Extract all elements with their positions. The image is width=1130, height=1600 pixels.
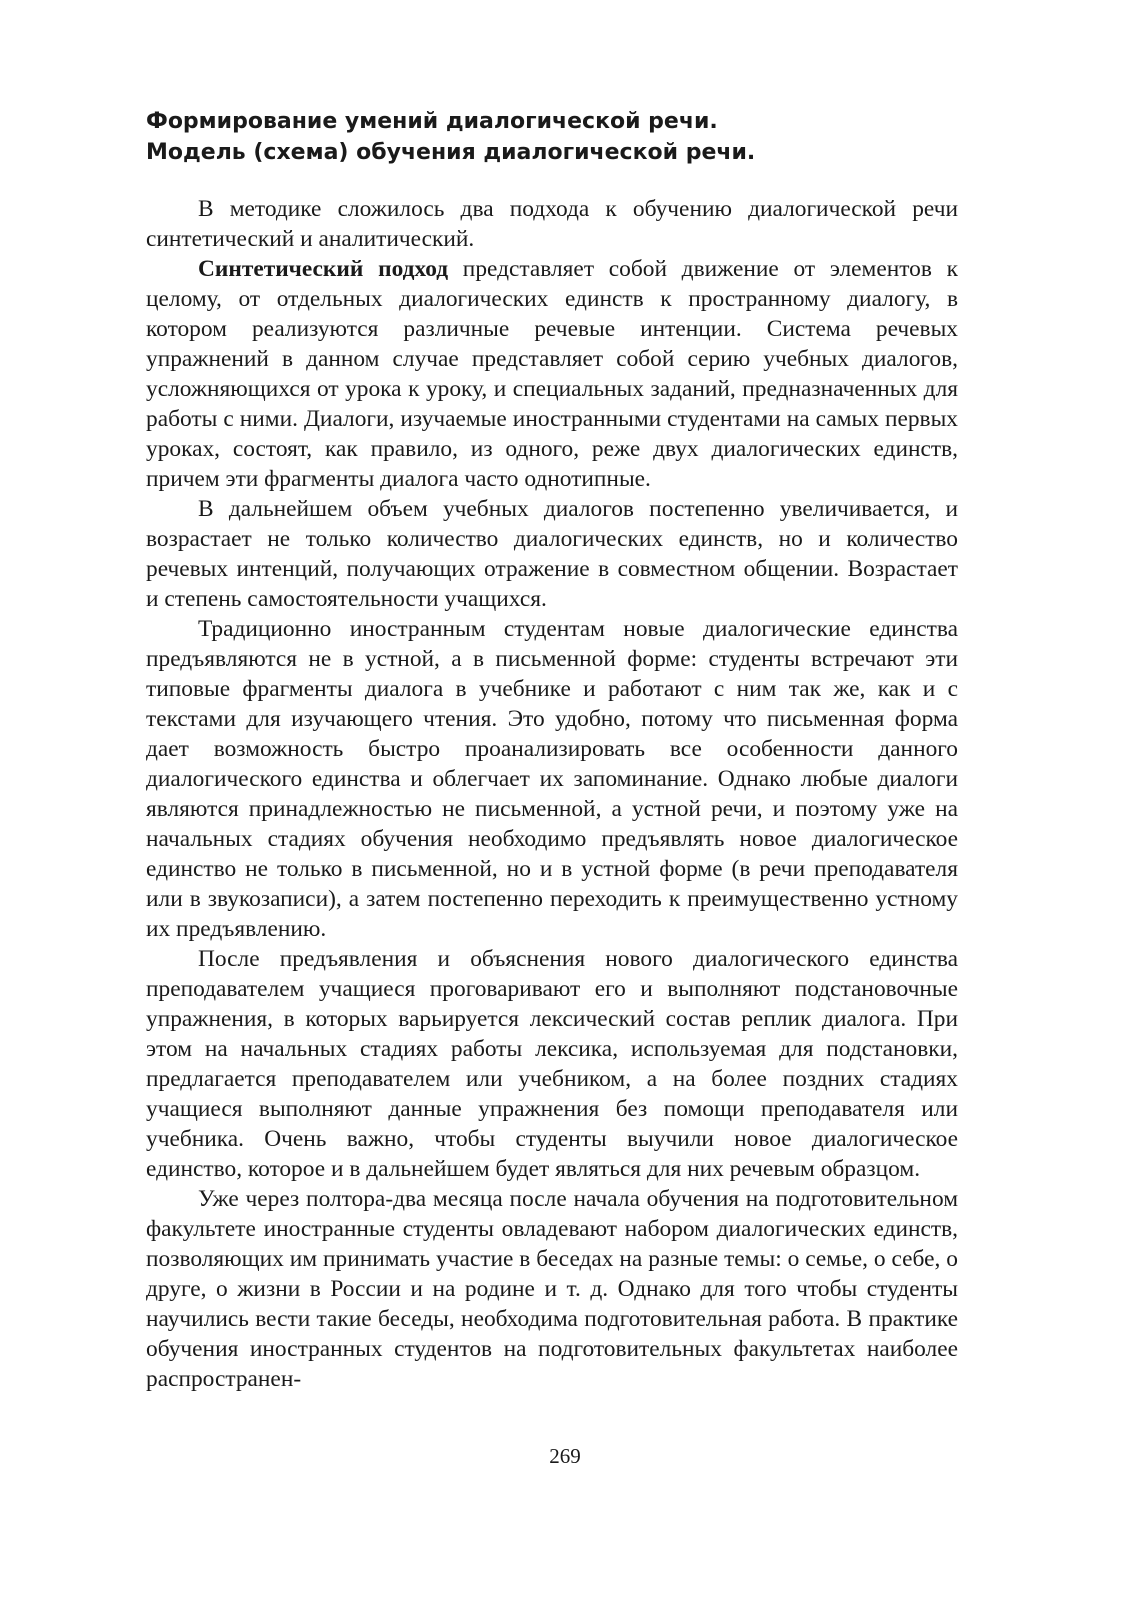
paragraph-text: Уже через полтора-два месяца после начала обучения на подготовительном факультете иностранные студенты овладевают набором диалогических единств, позволяющих им принимать участие в беседах на разные темы: о семье, о себе, о друге, о жизни в России и на родине и т. д. Однако для того чтобы студенты научились вести такие беседы, необходима подготовительная работа. В практике обучения иностранных студентов на подготовительных факультетах наиболее распространен- xyxy=(146,1186,958,1392)
paragraph-4 xyxy=(146,614,958,944)
paragraph-text: В дальнейшем объем учебных диалогов постепенно увеличивается, и возрастает не только количество диалогических единств, но и количество речевых интенций, получающих отражение в совместном общении. Возрастает и степень самостоятельности учащихся. xyxy=(146,496,958,612)
paragraph-text: В методике сложилось два подхода к обучению диалогической речи синтетический и аналитический. xyxy=(146,196,958,252)
heading-line-2: Модель (схема) обучения диалогической речи. xyxy=(146,140,756,165)
heading-line-1: Формирование умений диалогической речи. xyxy=(146,109,718,134)
page-number: 269 xyxy=(549,1444,581,1468)
paragraph-5 xyxy=(146,944,958,1184)
paragraph-bold-lead: Синтетический подход xyxy=(198,256,449,282)
paragraph-6 xyxy=(146,1184,958,1394)
paragraph-1 xyxy=(146,194,958,254)
body-text xyxy=(146,194,958,1394)
paragraph-text: Традиционно иностранным студентам новые диалогические единства предъявляются не в устной, а в письменной форме: студенты встречают эти типовые фрагменты диалога в учебнике и работают с ним так же, как и с текстами для изучающего чтения. Это удобно, потому что письменная форма дает возможность быстро проанализировать все особенности данного диалогического единства и облегчает их запоминание. Однако любые диалоги являются принадлежностью не письменной, а устной речи, и поэтому уже на начальных стадиях обучения необходимо предъявлять новое диалогическое единство не только в письменной, но и в устной форме (в речи преподавателя или в звукозаписи), а затем постепенно переходить к преимущественно устному их предъявлению. xyxy=(146,616,958,942)
paragraph-text: После предъявления и объяснения нового диалогического единства преподавателем учащиеся проговаривают его и выполняют подстановочные упражнения, в которых варьируется лексический состав реплик диалога. При этом на начальных стадиях работы лексика, используемая для подстановки, предлагается преподавателем или учебником, а на более поздних стадиях учащиеся выполняют данные упражнения без помощи преподавателя или учебника. Очень важно, чтобы студенты выучили новое диалогическое единство, которое и в дальнейшем будет являться для них речевым образцом. xyxy=(146,946,958,1182)
paragraph-3 xyxy=(146,494,958,614)
section-heading xyxy=(146,106,986,168)
paragraph-2 xyxy=(146,254,958,494)
paragraph-text: представляет собой движение от элементов к целому, от отдельных диалогических единств к пространному диалогу, в котором реализуются различные речевые интенции. Система речевых упражнений в данном случае представляет собой серию учебных диалогов, усложняющихся от урока к уроку, и специальных заданий, предназначенных для работы с ними. Диалоги, изучаемые иностранными студентами на самых первых уроках, состоят, как правило, из одного, реже двух диалогических единств, причем эти фрагменты диалога часто однотипные. xyxy=(146,256,958,492)
